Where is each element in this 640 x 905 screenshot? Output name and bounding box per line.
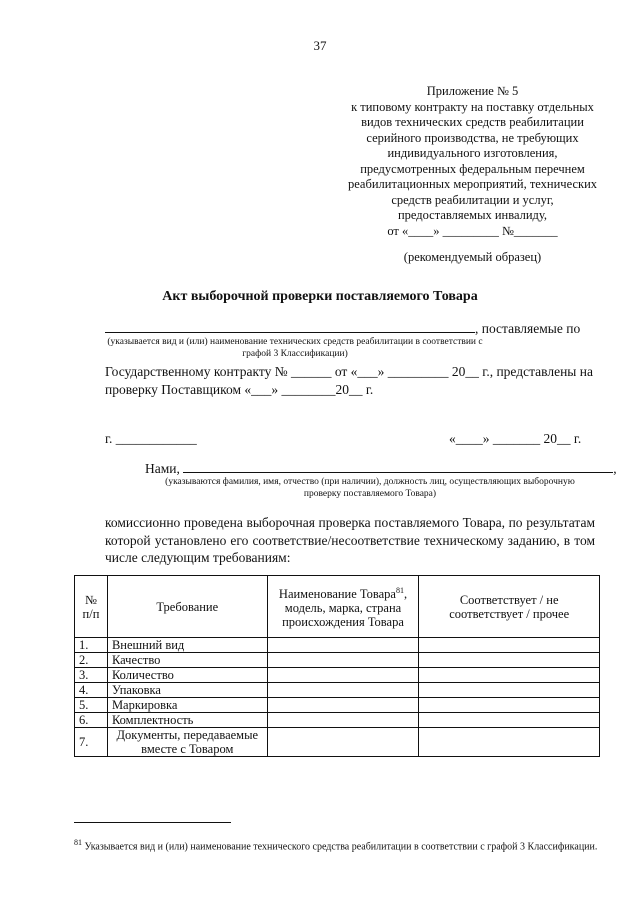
row-requirement: Упаковка: [107, 683, 267, 698]
row-product-cell[interactable]: [267, 683, 419, 698]
page-number: 37: [313, 38, 327, 53]
appendix-line: серийного производства, не требующих: [366, 130, 579, 145]
supplied-line: [105, 320, 580, 337]
appendix-line: Приложение № 5: [426, 84, 519, 98]
header-compliance: Соответствует / не соответствует / прочее: [419, 576, 600, 638]
footnote-text: Указывается вид и (или) наименование технического средства реабилитации в соответствии с графой 3 Классификации.: [82, 841, 598, 853]
document-title: Акт выборочной проверки поставляемого Товара: [162, 289, 478, 304]
row-num: 3.: [75, 668, 108, 683]
appendix-line: индивидуального изготовления,: [387, 146, 558, 160]
members-blank: [183, 460, 613, 473]
row-num: 1.: [75, 638, 108, 653]
members-note: (указываются фамилия, имя, отчество (при наличии), должность лиц, осуществляющих выборочную проверку поставляемого Товара): [165, 477, 575, 499]
row-requirement: Качество: [107, 653, 267, 668]
row-num: 6.: [75, 713, 108, 728]
row-product-cell[interactable]: [267, 638, 419, 653]
place-field: г. ____________: [105, 431, 197, 446]
appendix-line: предусмотренных федеральным перечнем: [360, 161, 585, 176]
row-product-cell[interactable]: [267, 713, 419, 728]
row-num: 5.: [75, 698, 108, 713]
members-line: [145, 460, 617, 477]
row-product-cell[interactable]: [267, 653, 419, 668]
row-compliance-cell[interactable]: [419, 653, 600, 668]
footnote-mark: 81: [74, 838, 82, 847]
members-comma: ,: [613, 461, 617, 476]
table-row: [75, 683, 600, 698]
table-row: [75, 728, 600, 757]
header-requirement: Требование: [107, 576, 267, 638]
row-num: 2.: [75, 653, 108, 668]
date-field: «____» _______ 20__ г.: [449, 431, 582, 446]
row-product-cell[interactable]: [267, 728, 419, 757]
body-paragraph: комиссионно проведена выборочная проверка поставляемого Товара, по результатам которой установлено его соответствие/несоответствие техническому заданию, в том числе следующим требованиям:: [105, 515, 595, 565]
row-product-cell[interactable]: [267, 698, 419, 713]
appendix-line: предоставляемых инвалиду,: [397, 208, 548, 222]
appendix-header: [330, 84, 615, 239]
row-requirement: Комплектность: [107, 713, 267, 728]
row-num: 4.: [75, 683, 108, 698]
contract-line: Государственному контракту № ______ от «___» _________ 20__ г., представлены на: [105, 364, 593, 379]
row-requirement: Внешний вид: [107, 638, 267, 653]
appendix-line: видов технических средств реабилитации: [361, 115, 584, 129]
table-row: [75, 653, 600, 668]
header-product: Наименование Товара$^{81}$, модель, марка, страна происхождения Товара: [267, 576, 419, 638]
row-product-cell[interactable]: [267, 668, 419, 683]
row-compliance-cell[interactable]: [419, 713, 600, 728]
row-compliance-cell[interactable]: [419, 698, 600, 713]
row-num: 7.: [75, 728, 108, 757]
header-num: № п/п: [75, 576, 108, 638]
appendix-line: от «____» _________ №_______: [387, 223, 558, 238]
row-requirement: Документы, передаваемые вместе с Товаром: [107, 728, 267, 757]
table-row: [75, 698, 600, 713]
row-requirement: Количество: [107, 668, 267, 683]
product-blank: [105, 320, 475, 333]
supplier-line: проверку Поставщиком «___» ________20__ г.: [105, 382, 374, 397]
footnote: [74, 836, 600, 853]
table-row: [75, 668, 600, 683]
supplied-by-text: , поставляемые по: [475, 321, 581, 336]
row-compliance-cell[interactable]: [419, 683, 600, 698]
footnote-ref: 81: [395, 585, 404, 595]
footnote-divider: [74, 822, 231, 823]
table-header-row: [75, 576, 600, 638]
row-compliance-cell[interactable]: [419, 668, 600, 683]
product-note: (указывается вид и (или) наименование технических средств реабилитации в соответствии с графой 3 Классификации): [107, 337, 483, 359]
sample-note: (рекомендуемый образец): [403, 250, 542, 264]
row-compliance-cell[interactable]: [419, 638, 600, 653]
row-compliance-cell[interactable]: [419, 728, 600, 757]
table-row: [75, 713, 600, 728]
table-row: [75, 638, 600, 653]
row-requirement: Маркировка: [107, 698, 267, 713]
appendix-line: реабилитационных мероприятий, технических: [347, 177, 598, 191]
appendix-line: к типовому контракту на поставку отдельных: [351, 99, 594, 114]
members-label: Нами,: [145, 461, 180, 476]
requirements-table: [74, 575, 600, 757]
appendix-line: средств реабилитации и услуг,: [391, 192, 554, 207]
